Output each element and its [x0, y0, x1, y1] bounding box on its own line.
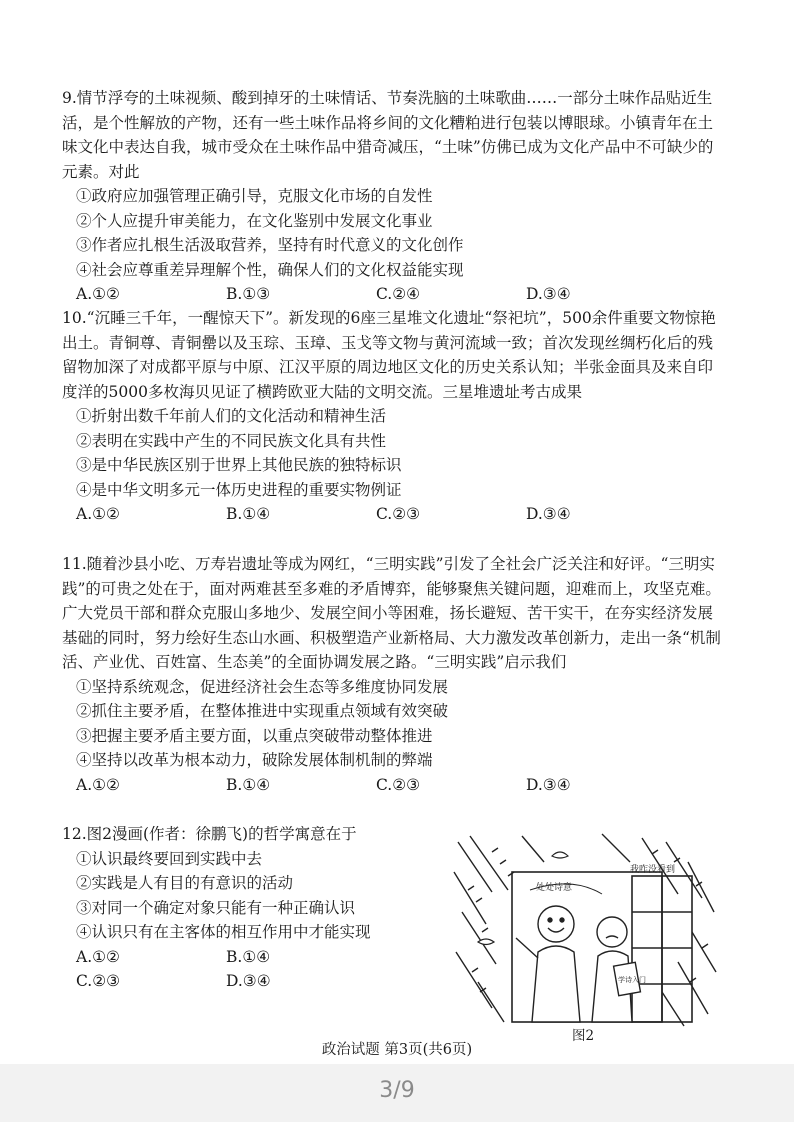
happy-person [516, 906, 580, 1022]
choice-b: B.①④ [226, 947, 271, 966]
choice-a: A.①② [76, 505, 120, 523]
statement-3: ③作者应扎根生活汲取营养，坚持有时代意义的文化创作 [76, 236, 464, 254]
question-11 [62, 552, 724, 797]
choice-a: A.①② [76, 775, 120, 794]
statement-3: ③是中华民族区别于世界上其他民族的独特标识 [76, 456, 402, 474]
choice-b: B.①③ [226, 285, 271, 303]
choice-b: B.①④ [226, 775, 271, 794]
page-indicator: 3/9 [379, 1078, 415, 1103]
question-10 [62, 306, 724, 527]
figure-caption: 图2 [572, 1028, 595, 1044]
answer-choices [76, 282, 724, 307]
book-text: 学诗入门 [618, 976, 646, 984]
choice-d: D.③④ [526, 505, 571, 523]
statement-4: ④是中华文明多元一体历史进程的重要实物例证 [76, 480, 402, 499]
choice-c: C.②④ [376, 285, 421, 303]
statement-3: ③把握主要矛盾主要方面，以重点突破带动整体推进 [76, 726, 433, 745]
statement-2: ②表明在实践中产生的不同民族文化具有共性 [76, 431, 387, 450]
question-stem: 12.图2漫画(作者：徐鹏飞)的哲学寓意在于 [62, 825, 357, 843]
bubble-right-text: 我咋没看到 [630, 865, 676, 875]
question-9 [62, 86, 724, 307]
choice-d: D.③④ [226, 972, 271, 990]
choice-b: B.①④ [226, 505, 271, 523]
page-footer: 政治试题 第3页(共6页) [321, 1042, 473, 1058]
choice-a: A.①② [76, 947, 120, 966]
question-stem: 11.随着沙县小吃、万寿岩遗址等成为网红，“三明实践”引发了全社会广泛关注和好评。“三明实践”的可贵之处在于，面对两难甚至多难的矛盾博弈，能够聚焦关键问题，迎难而上，攻坚克难。广大党员干部和群众克服山多地少、发展空间小等困难，扬长避短、苦干实干，在夯实经济发展基础的同时，努力绘好生态山水画、积极塑造产业新格局、大力激发改革创新力，走出一条“机制活、产业优、百姓富、生态美”的全面协调发展之路。“三明实践”启示我们 [62, 555, 721, 671]
answer-choices [76, 945, 422, 994]
question-12 [62, 822, 422, 994]
rain-lines [454, 834, 716, 1026]
statement-2: ②实践是人有目的有意识的活动 [76, 874, 294, 892]
statement-4: ④社会应尊重差异理解个性，确保人们的文化权益能实现 [76, 260, 464, 279]
choice-c: C.②③ [76, 972, 121, 990]
statement-2: ②抓住主要矛盾，在整体推进中实现重点领域有效突破 [76, 702, 449, 720]
question-stem: 9.情节浮夸的土味视频、酸到掉牙的土味情话、节奏洗脑的土味歌曲……一部分土味作品贴近生活，是个性解放的产物，还有一些土味作品将乡间的文化糟粕进行包装以博眼球。小镇青年在土味文化中表达自我，城市受众在土味作品中猎奇减压，“土味”仿佛已成为文化产品中不可缺少的元素。对此 [62, 89, 714, 181]
bubble-left-text: 处处诗意 [536, 883, 573, 893]
choice-d: D.③④ [526, 775, 571, 794]
answer-choices [76, 773, 724, 798]
statement-4: ④认识只有在主客体的相互作用中才能实现 [76, 923, 371, 941]
statement-1: ①折射出数千年前人们的文化活动和精神生活 [76, 407, 387, 425]
confused-person [592, 917, 640, 1022]
statement-1: ①政府应加强管理正确引导，克服文化市场的自发性 [76, 187, 433, 205]
statement-2: ②个人应提升审美能力，在文化鉴别中发展文化事业 [76, 211, 433, 230]
choice-c: C.②③ [376, 505, 421, 523]
question-stem: 10.“沉睡三千年，一醒惊天下”。新发现的6座三星堆文化遗址“祭祀坑”，500余件重要文物惊艳出土。青铜尊、青铜罍以及玉琮、玉璋、玉戈等文物与黄河流域一致；首次发现丝绸朽化后的残留物加深了对成都平原与中原、江汉平原的周边地区文化的历史关系认知；半张金面具及来自印度洋的5000多枚海贝见证了横跨欧亚大陆的文明交流。三星堆遗址考古成果 [62, 309, 716, 401]
statement-4: ④坚持以改革为根本动力，破除发展体制机制的弊端 [76, 751, 433, 769]
statement-1: ①坚持系统观念，促进经济社会生态等多维度协同发展 [76, 677, 449, 696]
statement-3: ③对同一个确定对象只能有一种正确认识 [76, 898, 356, 917]
answer-choices [76, 502, 724, 527]
cartoon-figure-2 [452, 832, 720, 1028]
choice-c: C.②③ [376, 775, 421, 794]
statement-1: ①认识最终要回到实践中去 [76, 849, 263, 868]
choice-a: A.①② [76, 285, 120, 303]
choice-d: D.③④ [526, 285, 571, 303]
